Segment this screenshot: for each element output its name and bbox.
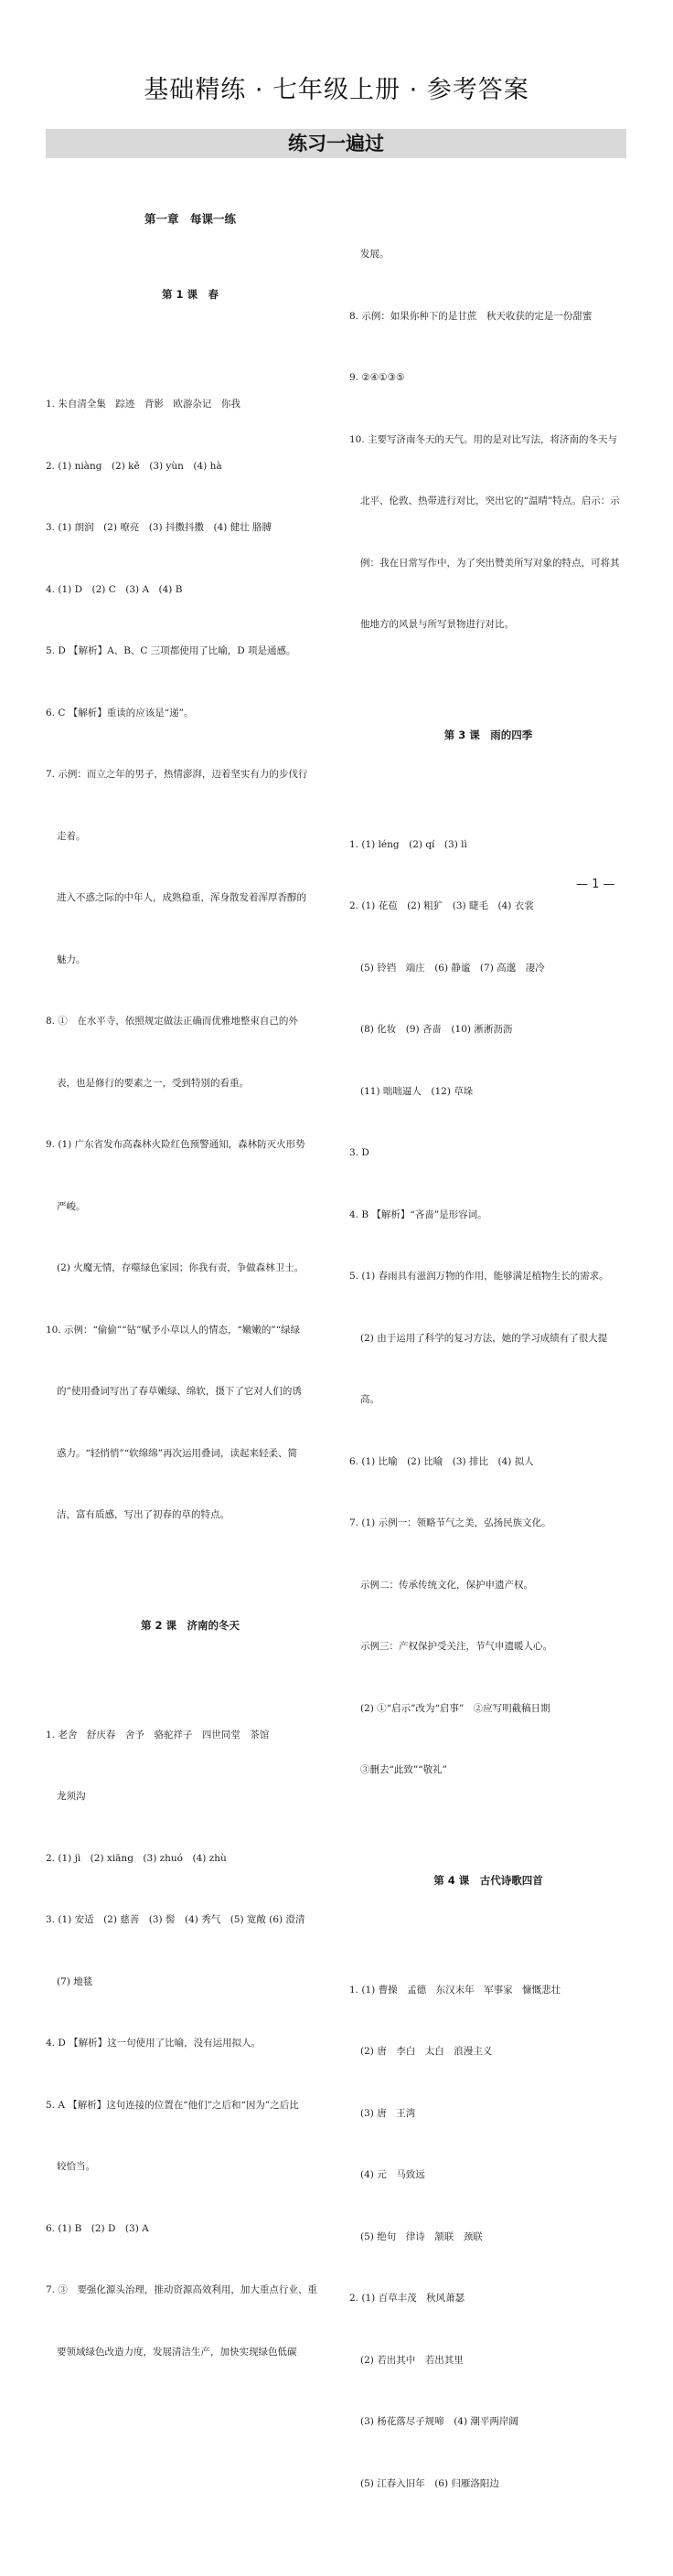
answer-line: 1. 朱自清全集 踪迹 背影 欧游杂记 你我 (46, 399, 240, 410)
answer-line: 7. ③ 要强化源头治理，推动资源高效利用，加大重点行业、重 (46, 2284, 317, 2295)
answer-line: (2) 若出其中 若出其里 (360, 2354, 464, 2366)
answer-line: 8. 示例：如果你种下的是甘蔗 秋天收获的定是一份甜蜜 (349, 310, 593, 322)
answer-line: (2) 唐 李白 太白 浪漫主义 (360, 2046, 493, 2057)
answer-line: 龙须沟 (57, 1791, 86, 1802)
answer-line: 9. ②④①③⑤ (349, 372, 405, 383)
answer-line: 5. A 【解析】这句连接的位置在“他们”之后和“因为”之后比 (46, 2099, 299, 2111)
answer-line: (2) ①“启示”改为“启事” ②应写明截稿日期 (360, 1702, 550, 1714)
page-number: — 1 — (576, 878, 615, 891)
lesson-2-heading: 第 2 课 济南的冬天 (140, 1618, 240, 1632)
chapter-heading: 第一章 每课一练 (144, 212, 236, 226)
answer-line: 示例二：传承传统文化，保护申遗产权。 (360, 1579, 533, 1591)
lesson-2-answers (46, 1684, 335, 2404)
answer-line: 4. B 【解析】“吝啬”是形容词。 (349, 1208, 487, 1220)
answer-line: 要领域绿色改造力度，发展清洁生产，加快实现绿色低碳 (57, 2346, 297, 2358)
answer-line: 7. 示例：而立之年的男子，热情澎湃，迈着坚实有力的步伐行 (46, 769, 308, 780)
answer-line: 7. (1) 示例一：领略节气之美，弘扬民族文化。 (349, 1517, 551, 1528)
lesson-4-heading: 第 4 课 古代诗歌四首 (433, 1873, 543, 1887)
lesson-3-heading: 第 3 课 雨的四季 (443, 728, 533, 741)
answer-line: 1. (1) 曹操 孟德 东汉末年 军事家 慷慨悲壮 (349, 1984, 561, 1996)
answer-line: (2) 火魔无情，存噬绿色家园；你我有责，争做森林卫士。 (57, 1262, 304, 1273)
answer-line: 1. 老舍 舒庆春 舍予 骆驼祥子 四世同堂 茶馆 (46, 1729, 270, 1740)
answer-line: 2. (1) 百草丰茂 秋风萧瑟 (349, 2293, 465, 2304)
answer-line: 1. (1) léng (2) qí (3) lì (349, 838, 467, 850)
answer-line: 5. D 【解析】A、B、C 三项都使用了比喻，D 项是通感。 (46, 645, 296, 656)
page-title: 基础精练 · 七年级上册 · 参考答案 (144, 76, 529, 104)
lesson-1-heading: 第 1 课 春 (161, 288, 219, 301)
left-column (46, 162, 335, 2444)
section-banner-title: 练习一遍过 (288, 133, 384, 154)
answer-line: 走着。 (57, 830, 86, 842)
lesson-1-answers (46, 353, 335, 1567)
answer-line: 洁，富有质感，写出了初春的草的特点。 (57, 1509, 230, 1520)
right-column (349, 162, 627, 2576)
answer-line: 4. (1) D (2) C (3) A (4) B (46, 583, 183, 595)
answer-line: 示例三：产权保护受关注，节气申遗暖人心。 (360, 1641, 552, 1652)
answer-line: 严峻。 (57, 1200, 86, 1212)
answer-line: ③删去“此致”“敬礼” (360, 1764, 447, 1775)
answer-line: (5) 江春入旧年 (6) 归雁洛阳边 (360, 2477, 499, 2489)
answer-line: 10. 主要写济南冬天的天气。用的是对比写法，将济南的冬天与 (349, 433, 618, 445)
answer-line: 高。 (360, 1394, 379, 1405)
answer-line: 8. ① 在水平寺，依照规定做法正确而优雅地整束自己的外 (46, 1016, 298, 1027)
lesson-3-answers (349, 793, 627, 1822)
lesson-4-answers (349, 1939, 627, 2536)
answer-line: (5) 铃铛 端庄 (6) 静谧 (7) 高邈 凄冷 (360, 962, 545, 974)
answer-line: 2. (1) jì (2) xiāng (3) zhuó (4) zhù (46, 1852, 227, 1864)
answer-line: 发展。 (360, 249, 390, 260)
answer-line: 2. (1) niàng (2) kě (3) yùn (4) hà (46, 460, 222, 472)
lesson-2-answers-continued (349, 203, 627, 676)
answer-line: 较恰当。 (57, 2161, 95, 2172)
answer-line: 6. (1) 比喻 (2) 比喻 (3) 排比 (4) 拟人 (349, 1455, 534, 1467)
answer-line: (4) 元 马致远 (360, 2169, 425, 2180)
answer-line: (5) 绝句 律诗 颔联 颈联 (360, 2230, 483, 2242)
answer-line: 的”使用叠词写出了春草嫩绿、绵软，摄下了它对人们的诱 (57, 1386, 302, 1397)
answer-line: 3. (1) 朗润 (2) 嘹亮 (3) 抖擞抖擞 (4) 健壮 胳膊 (46, 522, 272, 533)
answer-line: 2. (1) 花苞 (2) 粗犷 (3) 睫毛 (4) 衣裳 (349, 900, 534, 911)
answer-line: (3) 杨花落尽子规啼 (4) 潮平两岸阔 (360, 2416, 518, 2427)
answer-line: 惑力。“轻悄悄”“软绵绵”再次运用叠词，读起来轻柔、简 (57, 1447, 297, 1459)
answer-line: 魅力。 (57, 953, 86, 965)
answer-line: 9. (1) 广东省发布高森林火险红色预警通知，森林防灭火形势 (46, 1139, 305, 1150)
answer-line: 例：我在日常写作中，为了突出赞美所写对象的特点，可将其 (360, 557, 620, 569)
answer-line: 他地方的风景与所写景物进行对比。 (360, 619, 514, 630)
answer-line: (7) 地毯 (57, 1975, 93, 1987)
section-banner (46, 129, 626, 158)
answer-line: 北平、伦敦、热带进行对比，突出它的“温晴”特点。启示：示 (360, 495, 620, 506)
answer-line: 3. D (349, 1147, 369, 1158)
answer-line: 表，也是修行的要素之一，受到特别的看重。 (57, 1077, 249, 1089)
answer-line: 6. (1) B (2) D (3) A (46, 2222, 149, 2234)
answer-line: 4. D 【解析】这一句使用了比喻，没有运用拟人。 (46, 2038, 262, 2049)
answer-line: 进入不惑之际的中年人，成熟稳重，浑身散发着浑厚香醇的 (57, 892, 306, 903)
answer-line: 10. 示例：“偷偷”“钻”赋予小草以人的情态，“嫩嫩的”“绿绿 (46, 1324, 301, 1336)
answer-line: (3) 唐 王湾 (360, 2107, 416, 2119)
answer-line: 5. (1) 春雨具有滋润万物的作用，能够满足植物生长的需求。 (349, 1271, 609, 1282)
answer-line: (8) 化妆 (9) 吝啬 (10) 淅淅沥沥 (360, 1024, 513, 1035)
answer-line: (2) 由于运用了科学的复习方法，她的学习成绩有了很大提 (360, 1332, 608, 1344)
answer-line: (11) 咄咄逼人 (12) 草垛 (360, 1085, 474, 1097)
answer-line: 6. C 【解析】重读的应该是“递”。 (46, 707, 194, 719)
answer-line: 3. (1) 安适 (2) 慈善 (3) 髻 (4) 秀气 (5) 宽敞 (6) 澄清 (46, 1914, 305, 1925)
